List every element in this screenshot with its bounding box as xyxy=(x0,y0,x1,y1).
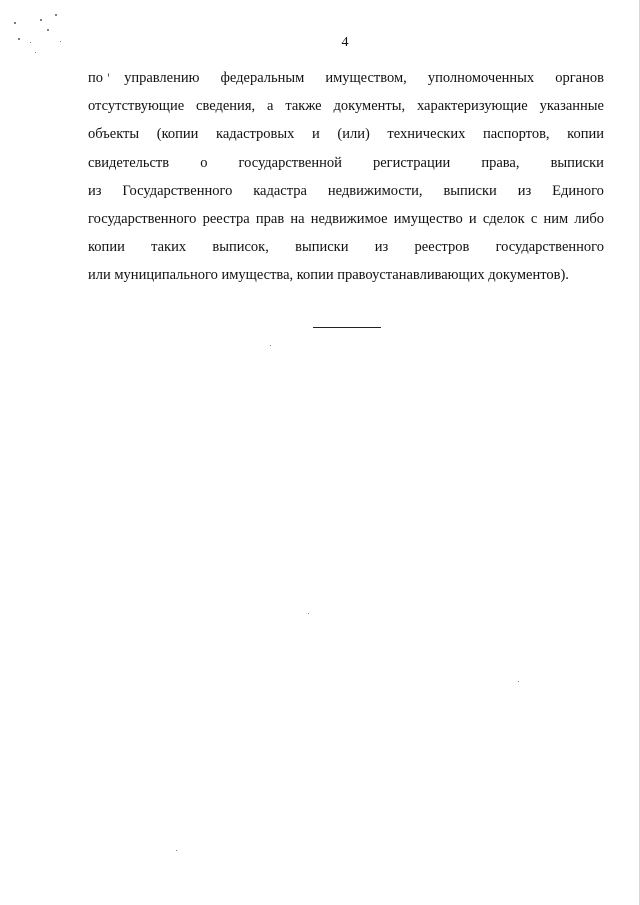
scan-speck xyxy=(176,850,177,851)
text-word: копии xyxy=(567,126,604,143)
text-word: характеризующие xyxy=(417,98,528,115)
text-word: Государственного xyxy=(122,182,233,199)
text-line xyxy=(88,233,604,261)
text-line xyxy=(88,205,604,233)
text-word: объекты xyxy=(88,126,140,143)
scan-speck xyxy=(518,681,519,682)
text-word: отсутствующие xyxy=(88,98,185,115)
text-line xyxy=(88,261,604,289)
text-word: выписки xyxy=(550,154,604,171)
text-word: (или) xyxy=(337,126,370,143)
text-word: на xyxy=(290,210,305,227)
text-word: сведения, xyxy=(196,98,256,115)
text-word: и xyxy=(312,126,320,143)
text-word: Единого xyxy=(552,182,604,199)
scan-speck xyxy=(270,345,271,346)
text-word: или муниципального имущества, копии правоустанавливающих документов). xyxy=(88,267,569,284)
text-word: указанные xyxy=(539,98,604,115)
text-word: кадастра xyxy=(253,182,307,199)
text-word: либо xyxy=(574,210,604,227)
text-word: с xyxy=(530,210,538,227)
text-word: из xyxy=(517,182,532,199)
text-word: выписок, xyxy=(212,239,269,256)
text-line xyxy=(88,177,604,205)
text-word: имуществом, xyxy=(325,70,407,86)
text-word: из xyxy=(374,239,389,256)
text-word: уполномоченных xyxy=(427,70,535,86)
text-line xyxy=(88,92,604,120)
text-word: из xyxy=(88,182,102,199)
text-word: таких xyxy=(151,239,187,256)
text-line xyxy=(88,149,604,177)
scan-speck xyxy=(40,19,42,21)
text-word: органов xyxy=(555,70,604,86)
text-word: недвижимости, xyxy=(327,182,423,199)
text-word: недвижимое xyxy=(310,210,388,227)
text-word: государственного xyxy=(88,210,197,227)
text-word: технических xyxy=(387,126,466,143)
separator-line xyxy=(313,327,381,328)
text-word: государственного xyxy=(495,239,604,256)
text-word: а xyxy=(267,98,274,115)
text-word: сделок xyxy=(482,210,525,227)
text-word: прав xyxy=(255,210,285,227)
text-word: (копии xyxy=(156,126,199,143)
text-word: также xyxy=(285,98,322,115)
scan-speck xyxy=(14,22,16,24)
text-word: документы, xyxy=(333,98,406,115)
text-word: права, xyxy=(481,154,520,171)
scan-speck xyxy=(35,52,36,53)
text-word: копии xyxy=(88,239,125,256)
text-word: паспортов, xyxy=(482,126,550,143)
text-word: реестров xyxy=(414,239,470,256)
text-word: о xyxy=(200,154,208,171)
text-word: свидетельств xyxy=(88,154,170,171)
text-line xyxy=(88,64,604,92)
text-word: регистрации xyxy=(372,154,451,171)
text-word: кадастровых xyxy=(216,126,295,143)
text-word: федеральным xyxy=(220,70,305,86)
text-word: имущество xyxy=(393,210,463,227)
text-word: по xyxy=(88,70,104,86)
text-line xyxy=(88,120,604,148)
scan-speck xyxy=(308,613,309,614)
body-paragraph xyxy=(88,64,604,290)
scan-speck xyxy=(47,29,49,31)
text-word: государственной xyxy=(238,154,342,171)
text-word: и xyxy=(468,210,477,227)
text-word: ним xyxy=(543,210,569,227)
text-word: реестра xyxy=(202,210,250,227)
page-number: 4 xyxy=(341,35,349,50)
text-word: выписки xyxy=(443,182,497,199)
scan-speck xyxy=(55,14,57,16)
text-word: выписки xyxy=(295,239,349,256)
text-word: управлению xyxy=(124,70,200,86)
